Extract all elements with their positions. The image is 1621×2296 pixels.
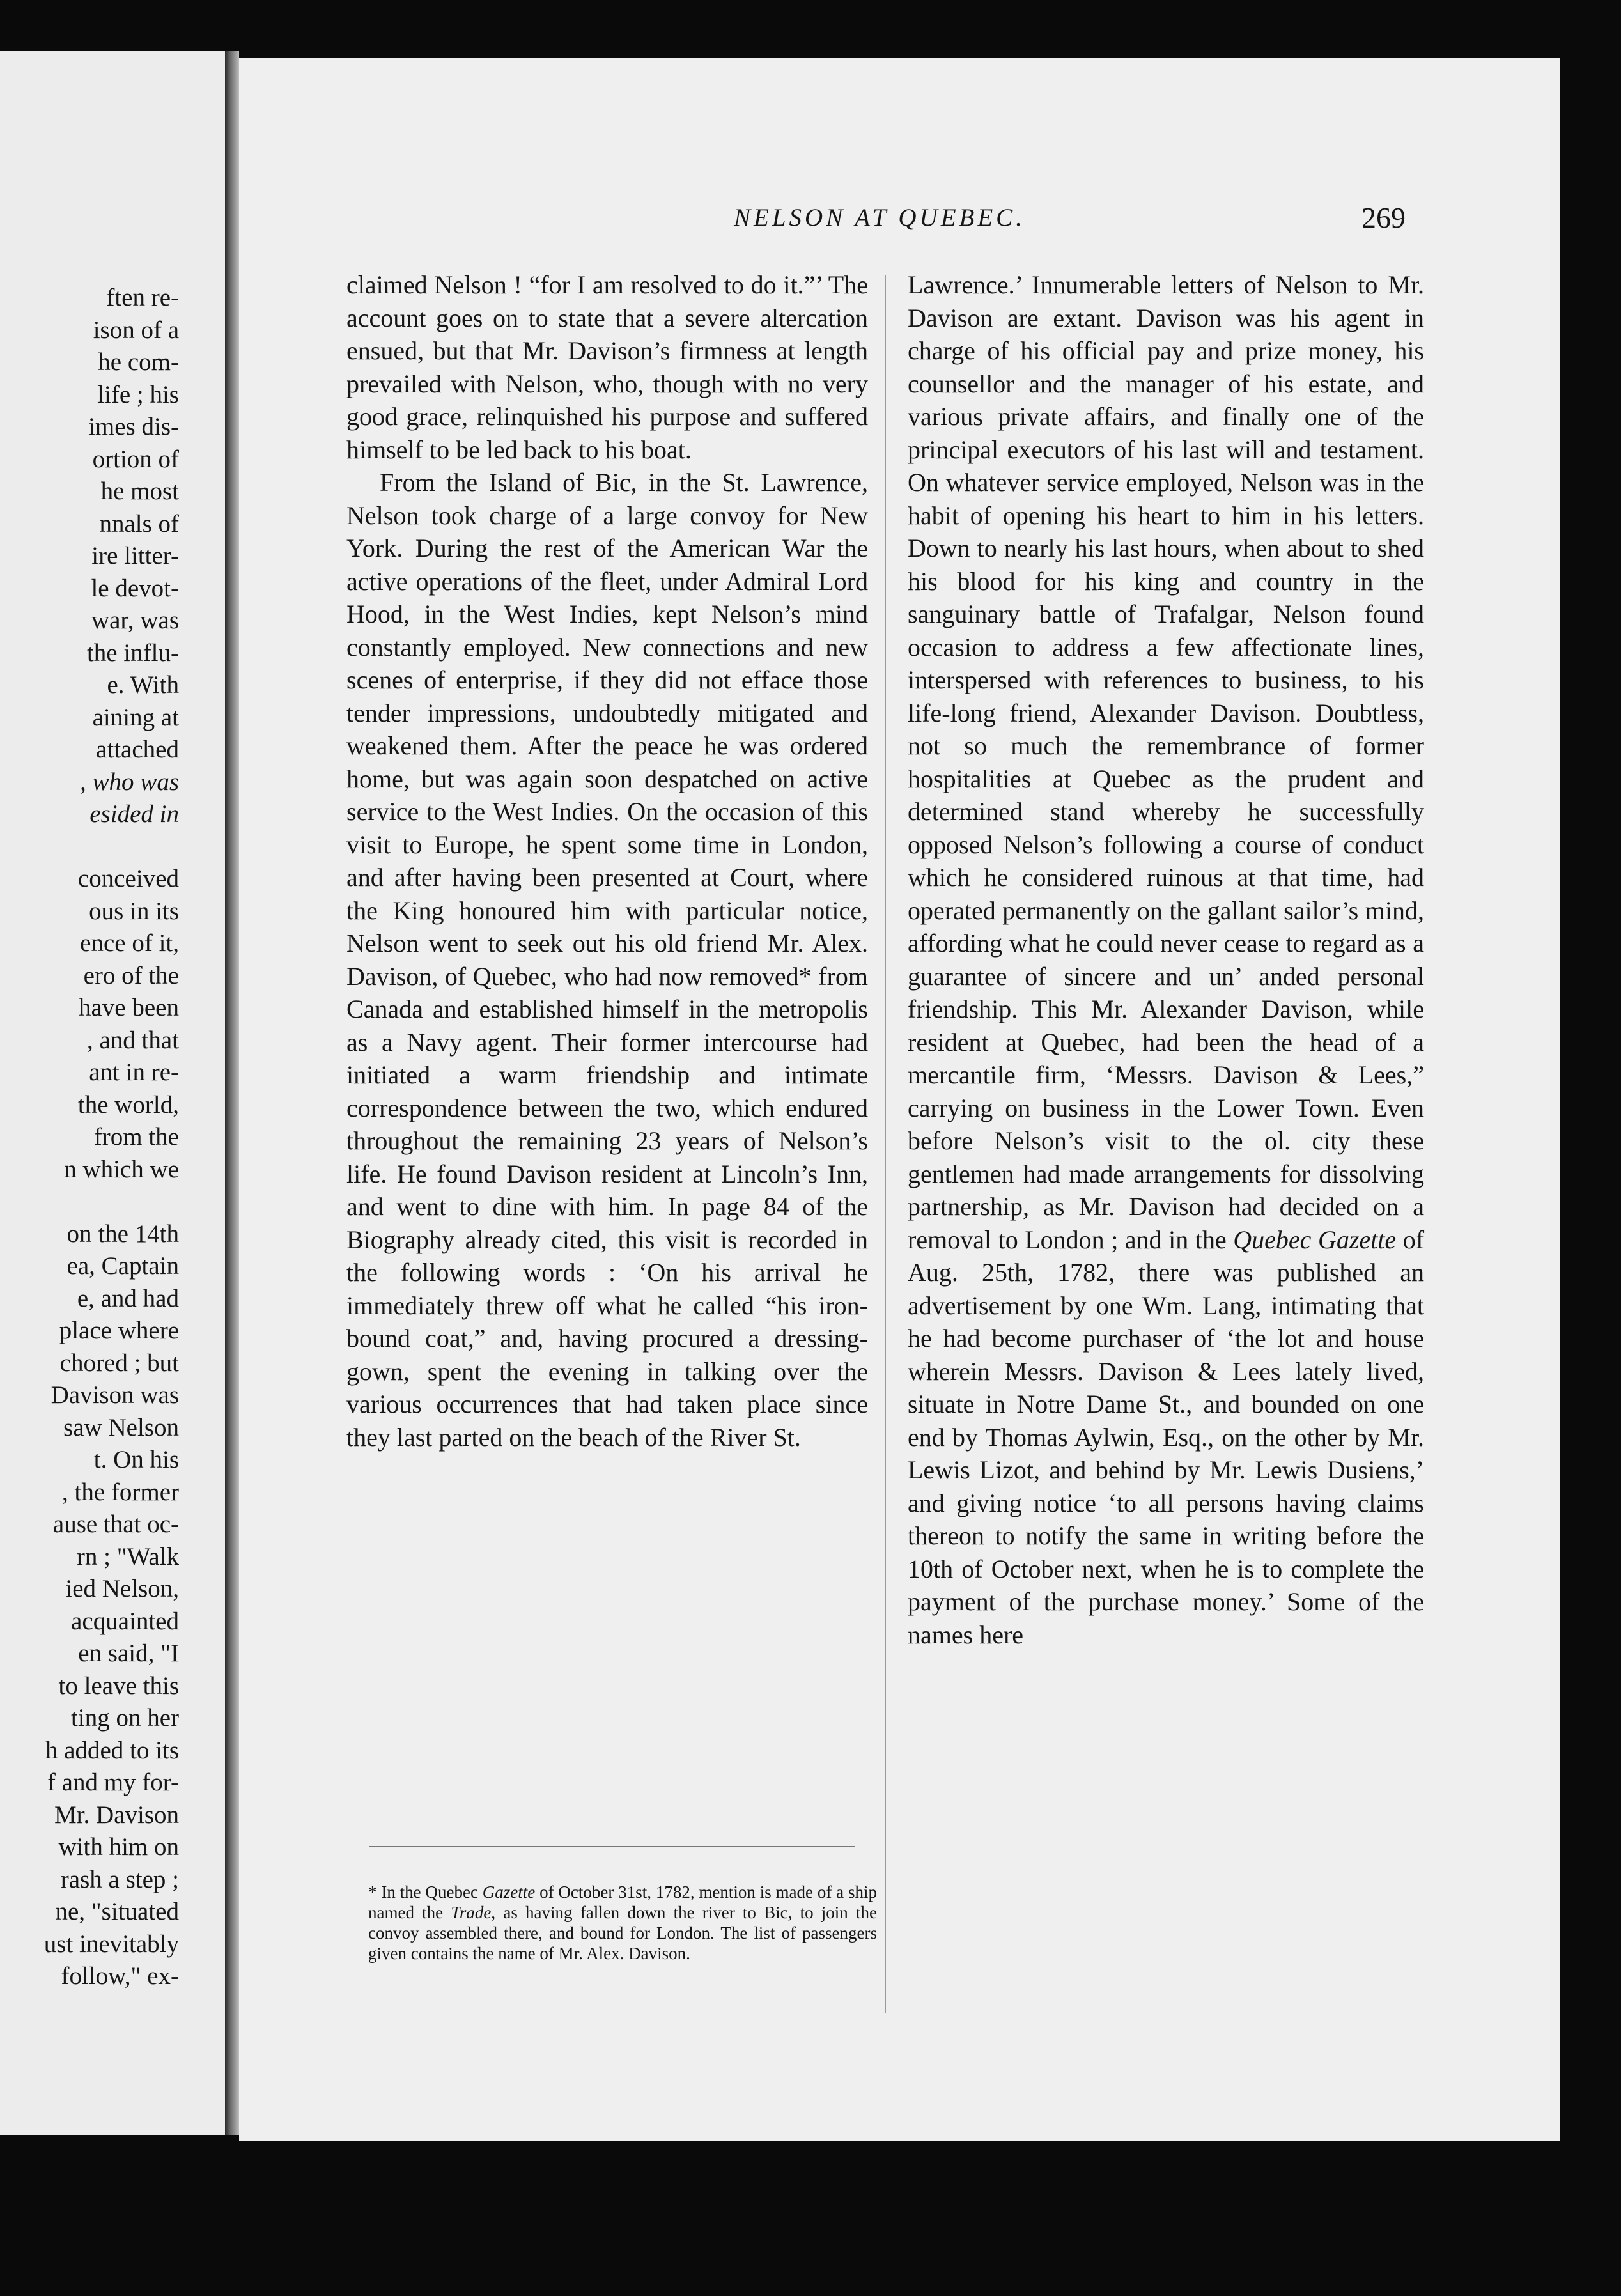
left-page-line: war, was bbox=[91, 607, 179, 634]
left-page-line: f and my for- bbox=[47, 1769, 179, 1796]
left-page-line: the world, bbox=[77, 1090, 179, 1119]
footnote bbox=[368, 1882, 877, 1964]
left-page-line: place where bbox=[59, 1317, 179, 1344]
left-page-line: rash a step ; bbox=[60, 1865, 179, 1893]
left-page-line: acquainted bbox=[71, 1607, 179, 1635]
paragraph bbox=[908, 268, 1424, 1651]
left-page-line: , who was bbox=[80, 768, 179, 796]
left-page-line: e, and had bbox=[77, 1284, 179, 1312]
left-page-line: he com- bbox=[98, 348, 179, 376]
footnote-text: of October 31st, 1782, mention is made of a ship named the bbox=[368, 1882, 878, 1922]
paragraph: From the Island of Bic, in the St. Lawrence, Nelson took charge of a large convoy for New York. During the rest of the American War the active operations of the fleet, under Admiral Lord Hood, in the West Indies, kept Nelson’s mind constantly employed. New connections and new scenes of enterprise, if they did not efface those tender impressions, undoubtedly mitigated and weakened them. After the peace he was ordered home, but was again soon despatched on active service to the West Indies. On the occasion of this visit to Europe, he spent some time in London, and after having been presented at Court, where the King honoured him with particular notice, Nelson went to seek out his old friend Mr. Alex. Davison, of Quebec, who had now removed* from Canada and established himself in the metropolis as a Navy agent. Their former intercourse had initiated a warm friendship and intimate correspondence between the two, which endured throughout the remaining 23 years of Nelson’s life. He found Davison resident at Lincoln’s Inn, and went to dine with him. In page 84 of the Biography already cited, this visit is recorded in the following words : ‘On his arrival he immediately threw off what he called “his iron-bound coat,” and, having procured a dressing-gown, spent the evening in talking over the various occurrences that had taken place since they last parted on the beach of the River St. bbox=[346, 468, 868, 1452]
left-page-line: ied Nelson, bbox=[65, 1575, 179, 1602]
left-page-line: from the bbox=[93, 1123, 179, 1151]
left-page-line: to leave this bbox=[58, 1672, 179, 1700]
paragraph-text: Lawrence.’ Innumerable letters of Nelson to Mr. Davison are extant. Davison was his agent in charge of his official pay and prize money, his counsellor and the manager of his estate, and various private affairs, and finally one of the principal executors of his last will and testament. On whatever service employed, Nelson was in the habit of opening his heart to him in his letters. Down to nearly his last hours, when about to shed his blood for his king and country in the sanguinary battle of Trafalgar, Nelson found occasion to address a few affectionate lines, interspersed with references to business, to his life-long friend, Alexander Davison. Doubtless, not so much the remembrance of former hospitalities at Quebec as the prudent and determined stand whereby he successfully opposed Nelson’s following a course of conduct which he considered ruinous at that time, had operated permanently on the gallant sailor’s mind, affording what he could never cease to regard as a guarantee of sincere and un’ anded personal friendship. This Mr. Alexander Davison, while resident at Quebec, had been the head of a mercantile firm, ‘Messrs. Davison & Lees,” carrying on business in the Lower Town. Even before Nelson’s visit to the ol. city these gentlemen had made arrangements for dissolving partnership, as Mr. Davison had decided on a removal to London ; and in the bbox=[908, 270, 1424, 1254]
left-page-line: nnals of bbox=[99, 509, 179, 538]
left-page-line: the influ- bbox=[86, 639, 179, 667]
left-page-line: he most bbox=[100, 477, 179, 505]
left-page-line: life ; his bbox=[97, 380, 179, 408]
left-page-line: n which we bbox=[64, 1155, 179, 1183]
left-page-line: ous in its bbox=[89, 897, 179, 925]
left-page-line: esided in bbox=[89, 800, 179, 828]
left-page-line: Davison was bbox=[50, 1381, 179, 1409]
left-page-line: ence of it, bbox=[80, 929, 179, 957]
left-page-line: ne, "situated bbox=[55, 1898, 179, 1925]
left-page-line: chored ; but bbox=[59, 1349, 179, 1377]
page-number: 269 bbox=[1361, 201, 1406, 234]
left-page-line: on the 14th bbox=[66, 1220, 179, 1248]
left-page-line: en said, "I bbox=[78, 1640, 179, 1667]
text-column-left bbox=[346, 268, 868, 1454]
left-page-line: e. With bbox=[107, 671, 179, 699]
left-page-line: imes dis- bbox=[88, 413, 179, 440]
left-page-line: , the former bbox=[61, 1478, 179, 1506]
footnote-text: , as having fallen down the river to Bic, to join the convoy assembled there, and bound for London. The list of passengers given contains the name of Mr. Alex. Davison. bbox=[368, 1903, 877, 1963]
left-page-line: Mr. Davison bbox=[54, 1801, 179, 1829]
running-title: NELSON AT QUEBEC. bbox=[734, 204, 1025, 231]
left-page-line: ire litter- bbox=[91, 542, 179, 570]
footnote-newspaper: Gazette bbox=[482, 1882, 536, 1902]
left-page-line: t. On his bbox=[93, 1446, 179, 1473]
footnote-rule bbox=[369, 1846, 855, 1847]
newspaper-title: Quebec Gazette bbox=[1233, 1225, 1397, 1254]
left-page-line: ften re- bbox=[106, 284, 179, 311]
column-divider bbox=[885, 275, 886, 2013]
left-page-line: , and that bbox=[86, 1026, 179, 1054]
left-page-line: ortion of bbox=[92, 445, 179, 473]
left-page-line: have been bbox=[79, 994, 179, 1021]
left-page-line: ison of a bbox=[93, 316, 179, 344]
left-page-line: attached bbox=[96, 736, 179, 763]
left-page-line: rn ; "Walk bbox=[76, 1542, 179, 1571]
left-page-line: le devot- bbox=[91, 574, 179, 602]
left-page-line: ant in re- bbox=[89, 1059, 179, 1086]
left-page-line: saw Nelson bbox=[63, 1413, 179, 1441]
left-page-fragment bbox=[0, 51, 225, 2135]
text-column-right bbox=[908, 268, 1424, 1651]
footnote-text: * In the Quebec bbox=[368, 1882, 478, 1902]
left-page-line: ero of the bbox=[83, 961, 179, 989]
left-page-line: with him on bbox=[58, 1833, 179, 1861]
left-page-line: ause that oc- bbox=[52, 1510, 179, 1538]
left-page-line: follow," ex- bbox=[61, 1962, 179, 1990]
paragraph-text: of Aug. 25th, 1782, there was published an advertisement by one Wm. Lang, intimating that he had become purchaser of ‘the lot and house wherein Messrs. Davison & Lees lately lived, situate in Notre Dame St., and bounded on one end by Thomas Aylwin, Esq., on the other by Mr. Lewis Lizot, and behind by Mr. Lewis Dusiens,’ and giving notice ‘to all persons having claims thereon to notify the same in writing before the 10th of October next, when he is to complete the payment of the purchase money.’ Some of the names here bbox=[908, 1225, 1425, 1649]
left-page-line: ust inevitably bbox=[43, 1930, 179, 1958]
left-page-line: ea, Captain bbox=[66, 1252, 179, 1280]
left-page-line: ting on her bbox=[71, 1704, 179, 1732]
left-page-line: conceived bbox=[77, 865, 179, 892]
paragraph: claimed Nelson ! “for I am resolved to do it.”’ The account goes on to state that a severe altercation ensued, but that Mr. Davison’s firmness at length prevailed with Nelson, who, though with no very good grace, relinquished his purpose and suffered himself to be led back to his boat. bbox=[346, 270, 868, 464]
left-page-line: aining at bbox=[92, 703, 179, 731]
book-spine bbox=[225, 51, 239, 2135]
footnote-ship-name: Trade bbox=[451, 1903, 492, 1922]
left-page-line: h added to its bbox=[45, 1736, 179, 1764]
